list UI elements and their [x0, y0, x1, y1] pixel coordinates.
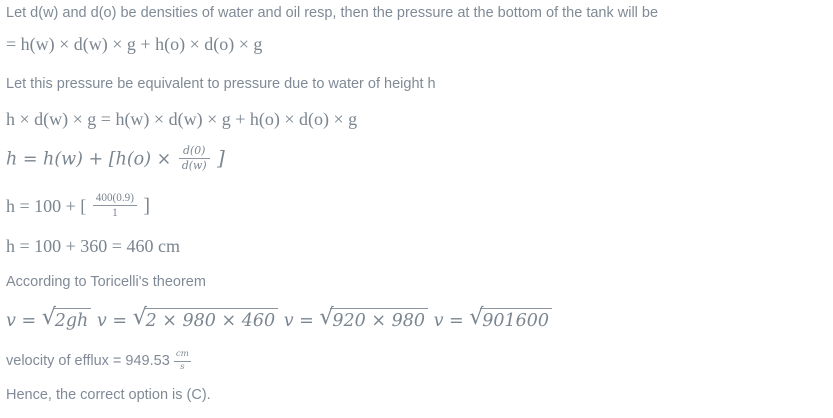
velocity-sqrt-trail-2: v = — [283, 311, 314, 331]
velocity-sqrt-line — [6, 304, 552, 332]
density-ratio-numerator: d(0) — [183, 144, 206, 157]
sqrt-expression-3 — [319, 304, 428, 332]
height-fraction-lhs: h = h(w) + [h(o) × — [6, 149, 172, 170]
height-fraction-closing-bracket: ] — [217, 146, 225, 170]
sqrt-expression-1 — [41, 304, 92, 332]
velocity-unit-numerator: cm — [175, 349, 189, 359]
height-numeric-numerator: 400(0.9) — [95, 192, 134, 204]
pressure-equality-line: h × d(w) × g = h(w) × d(w) × g + h(o) × d(o) × g — [6, 109, 358, 129]
velocity-of-efflux-value: velocity of efflux = 949.53 — [6, 353, 170, 370]
radicand-3: 920 × 980 — [330, 308, 428, 332]
velocity-of-efflux-line — [6, 350, 191, 372]
statement-densities-line: Let d(w) and d(o) be densities of water and oil resp, then the pressure at the bottom of the tank will be — [6, 5, 659, 21]
height-numeric-fraction — [91, 192, 139, 220]
height-numeric-lhs: h = 100 + [ — [6, 195, 87, 216]
sqrt-expression-4 — [469, 304, 552, 332]
pressure-expression-line: = h(w) × d(w) × g + h(o) × d(o) × g — [6, 34, 263, 54]
velocity-sqrt-lead-1: v = — [6, 311, 37, 331]
height-result-line: h = 100 + 360 = 460 cm — [6, 236, 180, 256]
velocity-unit-fraction — [174, 350, 191, 372]
velocity-sqrt-trail-3: v = — [433, 311, 464, 331]
density-ratio-denominator: d(w) — [179, 158, 210, 172]
radicand-2: 2 × 980 × 460 — [144, 308, 279, 332]
radical-sign-icon: √ — [469, 304, 484, 330]
radicand-4: 901600 — [480, 308, 552, 332]
radical-sign-icon: √ — [132, 304, 147, 330]
height-fraction-line — [6, 145, 225, 172]
radical-sign-icon: √ — [41, 304, 56, 330]
sqrt-expression-2 — [132, 304, 279, 332]
height-numeric-denominator: 1 — [93, 205, 137, 219]
radicand-1: 2gh — [53, 308, 92, 332]
velocity-unit-denominator: s — [174, 361, 191, 373]
toricelli-theorem-line: According to Toricelli's theorem — [6, 274, 206, 290]
conclusion-line: Hence, the correct option is (C). — [6, 387, 211, 403]
velocity-sqrt-trail-1: v = — [96, 311, 128, 331]
height-numeric-line — [6, 192, 150, 220]
height-numeric-closing-bracket: ] — [143, 194, 151, 217]
density-ratio-fraction — [177, 145, 212, 172]
radical-sign-icon: √ — [319, 304, 334, 330]
equivalent-pressure-line: Let this pressure be equivalent to pressure due to water of height h — [6, 76, 436, 92]
